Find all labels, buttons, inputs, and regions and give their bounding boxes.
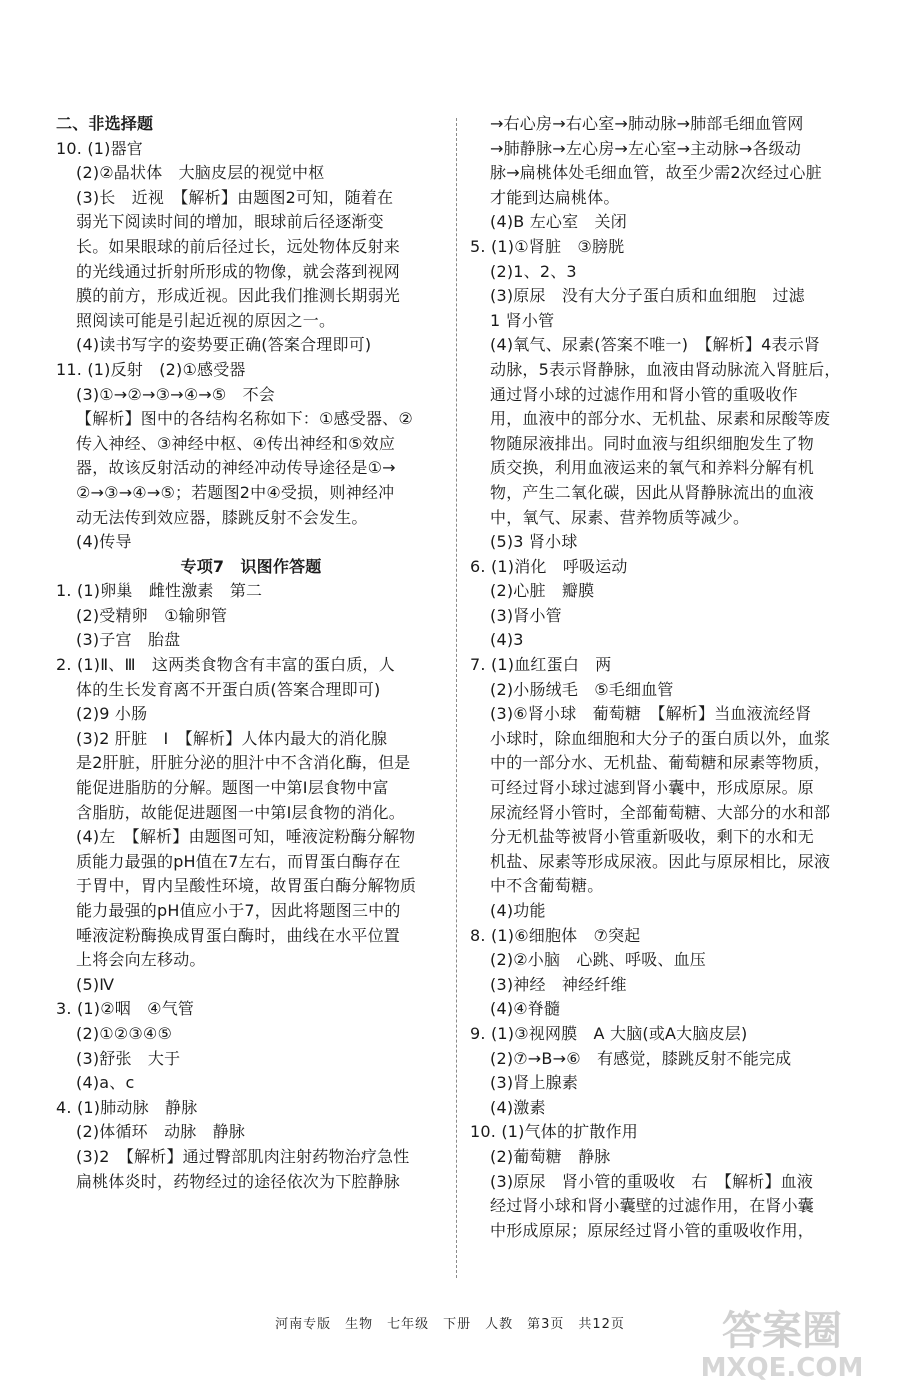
text-line: (4)氧气、尿素(答案不唯一) 【解析】4表示肾	[490, 335, 821, 355]
text-line: (4)a、c	[76, 1073, 135, 1093]
text-line: (2)葡萄糖 静脉	[490, 1146, 611, 1166]
text-line: 7. (1)血红蛋白 两	[470, 655, 612, 675]
text-line: 中形成原尿；原尿经过肾小管的重吸收作用，	[490, 1220, 815, 1240]
text-line: (2)心脏 瓣膜	[490, 581, 595, 601]
text-line: 弱光下阅读时间的增加，眼球前后径逐渐变	[76, 212, 384, 232]
text-line: 11. (1)反射 (2)①感受器	[56, 359, 246, 379]
text-line: 【解析】图中的各结构名称如下：①感受器、②	[76, 409, 413, 429]
text-line: (3)子宫 胎盘	[76, 630, 181, 650]
text-line: 动脉，5表示肾静脉，血液由肾动脉流入肾脏后，	[490, 359, 841, 379]
text-line: 质交换，利用血液运来的氧气和养料分解有机	[490, 458, 815, 478]
text-line: 10. (1)气体的扩散作用	[470, 1122, 638, 1142]
text-line: 含脂肪，故能促进题图一中第Ⅰ层食物的消化。	[76, 802, 405, 822]
text-line: (4)读书写字的姿势要正确(答案合理即可)	[76, 335, 372, 355]
text-line: (4)左 【解析】由题图可知，唾液淀粉酶分解物	[76, 827, 416, 847]
column-divider	[456, 118, 457, 1278]
text-line: 能促进脂肪的分解。题图一中第Ⅰ层食物中富	[76, 778, 389, 798]
text-line: 物，产生二氧化碳，因此从肾静脉流出的血液	[490, 482, 815, 502]
text-line: 中，氧气、尿素、营养物质等减少。	[490, 507, 750, 527]
text-line: (3)原尿 没有大分子蛋白质和血细胞 过滤	[490, 286, 805, 306]
text-line: (2)②晶状体 大脑皮层的视觉中枢	[76, 163, 325, 183]
text-line: →肺静脉→左心房→左心室→主动脉→各级动	[490, 138, 802, 158]
text-line: 长。如果眼球的前后径过长，远处物体反射来	[76, 236, 401, 256]
text-line: 才能到达扁桃体。	[490, 187, 620, 207]
text-line: (3)神经 神经纤维	[490, 974, 627, 994]
text-line: (3)长 近视 【解析】由题图2可知，随着在	[76, 187, 394, 207]
watermark-logo	[682, 1302, 882, 1382]
text-line: 1 肾小管	[490, 310, 555, 330]
text-line: 可经过肾小球过滤到肾小囊中，形成原尿。原	[490, 778, 815, 798]
text-line: 小球时，除血细胞和大分子的蛋白质以外，血浆	[490, 728, 831, 748]
text-line: (3)舒张 大于	[76, 1048, 181, 1068]
text-line: (3)肾小管	[490, 605, 562, 625]
text-line: 专项7 识图作答题	[180, 556, 322, 576]
text-line: 5. (1)①肾脏 ③膀胱	[470, 236, 625, 256]
watermark-url: MXQE.COM	[700, 1353, 864, 1382]
text-line: (3)2 肝脏 Ⅰ 【解析】人体内最大的消化腺	[76, 728, 388, 748]
text-line: (3)原尿 肾小管的重吸收 右 【解析】血液	[490, 1171, 814, 1191]
text-line: 质能力最强的pH值在7左右，而胃蛋白酶存在	[76, 851, 401, 871]
text-line: 于胃中，胃内呈酸性环境，故胃蛋白酶分解物质	[76, 876, 417, 896]
text-line: 脉→扁桃体处毛细血管，故至少需2次经过心脏	[490, 163, 822, 183]
text-line: (4)3	[490, 630, 524, 650]
text-line: 2. (1)Ⅱ、Ⅲ 这两类食物含有丰富的蛋白质，人	[56, 655, 395, 675]
right-column	[470, 112, 850, 1243]
text-line: (3)2 【解析】通过臀部肌肉注射药物治疗急性	[76, 1146, 410, 1166]
text-line: 二、非选择题	[56, 114, 154, 133]
text-line: 上将会向左移动。	[76, 950, 206, 970]
text-line: 器，故该反射活动的神经冲动传导途径是①→	[76, 458, 396, 478]
text-line: (2)9 小肠	[76, 704, 148, 724]
page-footer: 河南专版 生物 七年级 下册 人教 第3页 共12页	[275, 1317, 625, 1332]
text-line: (2)小肠绒毛 ⑤毛细血管	[490, 679, 674, 699]
text-line: (2)⑦→B→⑥ 有感觉，膝跳反射不能完成	[490, 1048, 792, 1068]
text-line: 分无机盐等被肾小管重新吸收，剩下的水和无	[490, 827, 815, 847]
text-line: (4)激素	[490, 1097, 546, 1117]
text-line: 8. (1)⑥细胞体 ⑦突起	[470, 925, 641, 945]
left-column	[56, 112, 446, 1194]
watermark-logo-text: 答案圈	[722, 1308, 842, 1354]
text-line: 9. (1)③视网膜 A 大脑(或A大脑皮层)	[470, 1023, 748, 1043]
text-line: 体的生长发育离不开蛋白质(答案合理即可)	[76, 679, 381, 699]
text-line: 中的一部分水、无机盐、葡萄糖和尿素等物质，	[490, 753, 831, 773]
text-line: 唾液淀粉酶换成胃蛋白酶时，曲线在水平位置	[76, 925, 401, 945]
text-line: 扁桃体炎时，药物经过的途径依次为下腔静脉	[76, 1171, 401, 1191]
text-line: (2)①②③④⑤	[76, 1023, 172, 1043]
text-line: 是2肝脏，肝脏分泌的胆汁中不含消化酶，但是	[76, 753, 411, 773]
text-line: 3. (1)②咽 ④气管	[56, 999, 195, 1019]
text-line: 通过肾小球的过滤作用和肾小管的重吸收作	[490, 384, 798, 404]
text-line: (5)3 肾小球	[490, 532, 578, 552]
text-line: 经过肾小球和肾小囊壁的过滤作用，在肾小囊	[490, 1196, 815, 1216]
text-line: (4)④脊髓	[490, 999, 561, 1019]
text-line: 尿流经肾小管时，全部葡萄糖、大部分的水和部	[490, 802, 831, 822]
text-line: 机盐、尿素等形成尿液。因此与原尿相比，尿液	[490, 851, 831, 871]
text-line: (5)Ⅳ	[76, 974, 115, 994]
text-line: 能力最强的pH值应小于7，因此将题图三中的	[76, 901, 401, 920]
text-line: (4)传导	[76, 532, 132, 552]
text-line: 照阅读可能是引起近视的原因之一。	[76, 310, 336, 330]
text-line: 6. (1)消化 呼吸运动	[470, 556, 628, 576]
text-line: 中不含葡萄糖。	[490, 876, 604, 896]
text-line: (3)⑥肾小球 葡萄糖 【解析】当血液流经肾	[490, 704, 812, 724]
text-line: 的光线通过折射所形成的物像，就会落到视网	[76, 261, 401, 281]
text-line: (3)①→②→③→④→⑤ 不会	[76, 384, 276, 404]
text-line: ②→③→④→⑤；若题图2中④受损，则神经冲	[76, 482, 395, 502]
text-line: →右心房→右心室→肺动脉→肺部毛细血管网	[490, 114, 804, 133]
text-line: (2)1、2、3	[490, 261, 577, 281]
text-line: 10. (1)器官	[56, 138, 143, 158]
text-line: 膜的前方，形成近视。因此我们推测长期弱光	[76, 286, 401, 306]
text-line: (4)功能	[490, 901, 546, 920]
text-line: 动无法传到效应器，膝跳反射不会发生。	[76, 507, 368, 527]
text-line: 4. (1)肺动脉 静脉	[56, 1097, 198, 1117]
text-line: (2)受精卵 ①输卵管	[76, 605, 228, 625]
text-line: 物随尿液排出。同时血液与组织细胞发生了物	[490, 433, 815, 453]
text-line: 传入神经、③神经中枢、④传出神经和⑤效应	[76, 433, 396, 453]
text-line: (2)②小脑 心跳、呼吸、血压	[490, 950, 707, 970]
text-line: (4)B 左心室 关闭	[490, 212, 627, 232]
text-line: (2)体循环 动脉 静脉	[76, 1122, 246, 1142]
text-line: 1. (1)卵巢 雌性激素 第二	[56, 581, 263, 601]
text-line: 用，血液中的部分水、无机盐、尿素和尿酸等废	[490, 409, 831, 429]
text-line: (3)肾上腺素	[490, 1073, 579, 1093]
